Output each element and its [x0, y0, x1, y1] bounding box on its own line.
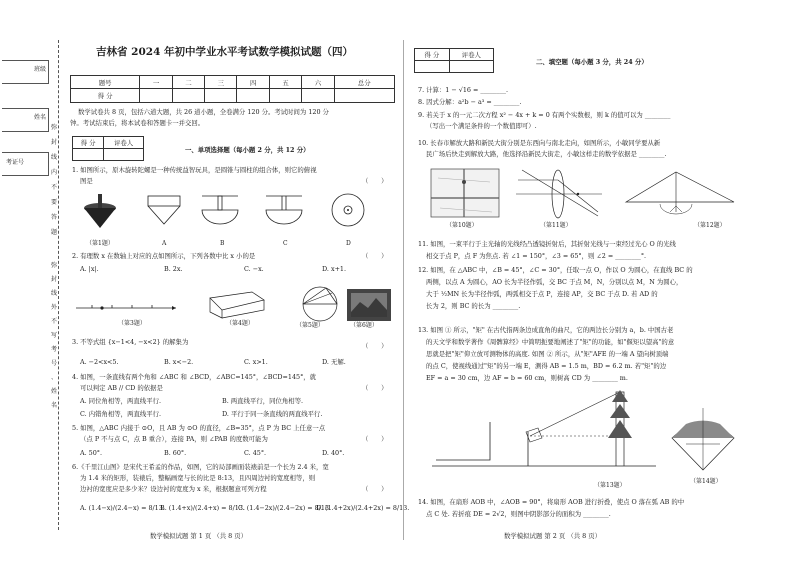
q4-line-2: 可以判定 AB // CD 的依据是: [80, 384, 163, 392]
seal-char: 封: [51, 139, 58, 146]
seal-char: 姓: [51, 388, 58, 395]
grader-label: 评卷人: [104, 137, 144, 149]
seal-char: 外: [51, 304, 58, 311]
q6-paren: （ ）: [362, 485, 388, 493]
seal-char: 不: [51, 184, 58, 191]
q9-line-2: （写出一个满足条件的一个数值即可）.: [426, 122, 537, 130]
q2-line: 2. 有理数 x 在数轴上对应的点如图所示，下列各数中比 x 小的是: [72, 252, 256, 260]
q6-line-2: 为 1.4 米的矩形，装裱后，整幅画宽与长的比是 8:13，且四周边衬的宽度相等，则: [80, 474, 316, 482]
q10-line-1: 10. 长春市解放大路和新民大街分别是东西向与南北走向，如图所示，小敏同学要从新: [418, 139, 661, 147]
q5-line-2: （点 P 不与点 C，点 B 重合），连接 PA，则 ∠PAB 的度数可能为: [80, 435, 268, 443]
score-cell[interactable]: [205, 89, 237, 103]
q6-line-1: 6.《千里江山图》是宋代王希孟的作品，如图，它的局部画面装裱前是一个长为 2.4 米，宽: [72, 463, 329, 471]
score-header: 题号: [71, 76, 140, 89]
q1-paren: （ ）: [362, 177, 388, 185]
q1-figures: [70, 190, 400, 240]
section1-title: 一、单项选择题（每小题 2 分，共 12 分）: [185, 146, 310, 154]
q13-figure: [430, 388, 660, 480]
score-cell[interactable]: [237, 89, 269, 103]
q1-option-b: B: [220, 240, 225, 247]
q8-line: 8. 因式分解：a²b − a³ = ________.: [418, 98, 522, 106]
q4-line-1: 4. 如图，一条直线有两个角和 ∠ABC 和 ∠BCD，∠ABC=145°，∠BCD=145°，就: [72, 373, 317, 381]
score-cell[interactable]: [302, 89, 334, 103]
page-divider: [403, 40, 404, 540]
q12-line-1: 12. 如图，在 △ABC 中，∠B = 45°，∠C = 30°，任取一点 O，作以 O 为圆心，在直线 BC 的: [418, 266, 693, 274]
q6-option-c: C. (1.4−2x)/(2.4−2x) = 8/13.: [238, 504, 332, 512]
q3-option-c: C. x>1.: [244, 358, 268, 366]
q2-paren: （ ）: [362, 252, 388, 260]
score-header: 六: [302, 76, 334, 89]
seal-char: 写: [51, 332, 58, 339]
q4-fig-caption: （第4题）: [226, 320, 254, 327]
q13-line-3: 思就是把"矩"仰立放可测物体的高度. 如图 ② 所示，从"矩"AFE 的一端 A 望向树顶端: [426, 350, 669, 358]
score-header: 五: [269, 76, 301, 89]
q1-line-2: 图是: [80, 177, 93, 185]
q13-line-4: 的点 C，使视线通过"矩"的另一端 E，测得 AB = 1.5 m，BD = 6.2 m. 若"矩"的边: [426, 362, 667, 370]
seal-char: 考: [51, 346, 58, 353]
q11-line-2: 相交于点 P，点 F 为焦点. 若 ∠1 = 150°，∠3 = 65°，则 ∠2 = ________°.: [426, 252, 647, 260]
q5-fig-caption: （第5题）: [296, 322, 324, 329]
q2-option-c: C. −x.: [244, 265, 264, 273]
q1-line-1: 1. 如图所示，原木旋转陀螺是一种传统益智玩具，是圆锥与圆柱的组合体，则它的俯视: [72, 166, 317, 174]
seal-char: 弥: [51, 262, 58, 269]
grader-score-cell[interactable]: [415, 61, 450, 73]
score-header: 总分: [334, 76, 394, 89]
instructions-line-2: 钟。考试结束后，将本试卷和答题卡一并交回。: [70, 119, 205, 127]
seal-char: 线: [51, 290, 58, 297]
seal-text-top: [51, 124, 63, 244]
q2-option-d: D. x+1.: [322, 265, 347, 273]
q12-line-4: 长为 2，则 BC 的长为 ________.: [426, 302, 521, 310]
grader-box-left: [72, 136, 144, 161]
q4-option-d: D. 平行于同一条直线的两直线平行.: [222, 410, 323, 418]
score-cell[interactable]: [140, 89, 172, 103]
q2-option-b: B. 2x.: [164, 265, 183, 273]
grader-score-cell[interactable]: [73, 149, 104, 161]
q14-line-1: 14. 如图，在扇形 AOB 中，∠AOB = 90°，将扇形 AOB 进行折叠，使点 O 落在弧 AB 的中: [418, 498, 685, 506]
q3-option-d: D. 无解.: [322, 358, 346, 366]
grader-name-cell[interactable]: [104, 149, 144, 161]
q5-option-c: C. 45°.: [244, 449, 267, 457]
q1-option-d: D: [346, 240, 351, 247]
q9-line-1: 9. 若关于 x 的一元二次方程 x² − 4x + k = 0 有两个实数根，则 k 的值可以为 ________: [418, 111, 671, 119]
q10-line-2: 民广场后快走到解放大路，他选择沿新民大街走，小敏这样走的数学依据是 ________.: [426, 150, 667, 158]
seal-char: 内: [51, 169, 58, 176]
q3-option-a: A. −2<x<5.: [80, 358, 119, 366]
q11-fig-caption: （第11题）: [540, 222, 572, 229]
q1-fig-caption: （第1题）: [86, 240, 114, 247]
score-header: 二: [172, 76, 204, 89]
q14-fig-caption: （第14题）: [690, 478, 722, 485]
q3-option-b: B. x<−2.: [164, 358, 194, 366]
q12-fig-caption: （第12题）: [694, 222, 726, 229]
score-row-label: 得 分: [71, 89, 140, 103]
seal-text-bottom: [51, 262, 63, 416]
q4-option-b: B. 两直线平行，同位角相等.: [222, 397, 304, 405]
grader-score-label: 得 分: [73, 137, 104, 149]
q14-sector: [668, 404, 738, 474]
seal-char: 名: [51, 402, 58, 409]
q4-figure: [202, 288, 272, 320]
q1-option-c: C: [283, 240, 288, 247]
grader-label: 评卷人: [449, 49, 493, 61]
q6-line-3: 边衬的宽度应是多少米？设边衬的宽度为 x 米，根据题意可列方程: [80, 485, 267, 493]
q12-line-3: 大于 ½MN 长为半径作弧，两弧相交于点 P，连接 AP，交 BC 于点 D. 若 AD 的: [426, 290, 658, 298]
q3-number-line: [72, 296, 182, 320]
footer-left: 数学模拟试题 第 1 页 （共 8 页）: [150, 532, 248, 540]
seal-char: 答: [51, 214, 58, 221]
q6-painting: [346, 288, 392, 322]
q3-paren: （ ）: [362, 342, 388, 350]
q4-option-a: A. 同位角相等，两直线平行.: [80, 397, 162, 405]
seal-char: 号: [51, 360, 58, 367]
q13-line-2: 的天文学和数学著作《周髀算经》中简明扼要地阐述了"矩"的功能，如"偃矩以望高"的意: [426, 338, 675, 346]
q6-fig-caption: （第6题）: [350, 322, 378, 329]
score-table: [70, 75, 395, 103]
q1-option-a: A: [162, 240, 167, 247]
q6-option-a: A. (1.4−x)/(2.4−x) = 8/13.: [80, 504, 165, 512]
q13-line-5: EF = a = 30 cm，边 AF = b = 60 cm，则树高 CD 为 ________ m.: [426, 374, 628, 382]
q5-option-b: B. 60°.: [164, 449, 187, 457]
q12-triangle: [620, 166, 740, 222]
q10-map: [430, 168, 500, 218]
q12-line-2: 两侧，以点 A 为圆心，AO 长为半径作弧，交 BC 于点 M，N，分别以点 M，N 为圆心，: [426, 278, 683, 286]
seal-char: 题: [51, 229, 58, 236]
class-label: 班级: [34, 66, 47, 73]
q13-line-1: 13. 如图 ① 所示，"矩" 在古代指两条边成直角的曲尺，它的两边长分别为 a，b. 中国古老: [418, 326, 674, 334]
q11-lens: [514, 166, 604, 222]
q7-line: 7. 计算：1 − √16 = ________.: [418, 86, 508, 94]
exam-no-label: 考证号: [6, 159, 25, 166]
grader-score-label: 得 分: [415, 49, 450, 61]
q4-paren: （ ）: [362, 384, 388, 392]
q4-option-c: C. 内错角相等，两直线平行.: [80, 410, 162, 418]
score-header: 三: [205, 76, 237, 89]
score-cell[interactable]: [334, 89, 394, 103]
q3-fig-caption: （第3题）: [118, 320, 146, 327]
q10-fig-caption: （第10题）: [446, 222, 478, 229]
footer-right: 数学模拟试题 第 2 页 （共 8 页）: [504, 532, 602, 540]
score-header: 一: [140, 76, 172, 89]
name-label: 姓名: [34, 114, 47, 121]
seal-char: 不: [51, 318, 58, 325]
grader-box-right: [414, 48, 494, 73]
instructions-line-1: 数学试卷共 8 页，包括六道大题，共 26 道小题，全卷满分 120 分。考试时间为 120 分: [78, 108, 329, 116]
q5-option-d: D. 40°.: [322, 449, 345, 457]
q5-paren: （ ）: [362, 435, 388, 443]
score-cell[interactable]: [172, 89, 204, 103]
q6-option-d: D. (1.4+2x)/(2.4+2x) = 8/13.: [316, 504, 410, 512]
section2-title: 二、填空题（每小题 3 分，共 24 分）: [536, 58, 648, 66]
seal-char: 封: [51, 276, 58, 283]
seal-char: 线: [51, 154, 58, 161]
exam-title: 吉林省 2024 年初中学业水平考试数学模拟试题（四）: [96, 46, 354, 58]
q11-line-1: 11. 如图，一束平行于主光轴的光线经凸透镜折射后，其折射光线与一束经过光心 O 的光线: [418, 240, 676, 248]
score-header: 四: [237, 76, 269, 89]
q5-line-1: 5. 如图，△ABC 内接于 ⊙O，且 AB 为 ⊙O 的直径，∠B=35°，点 P 为 BC 上任意一点: [72, 424, 326, 432]
q5-figure: [290, 284, 350, 324]
q13-fig-caption: （第13题）: [594, 482, 626, 489]
grader-name-cell[interactable]: [449, 61, 493, 73]
q3-line: 3. 不等式组 {x−1<4, −x<2} 的解集为: [72, 338, 189, 346]
q5-option-a: A. 50°.: [80, 449, 103, 457]
seal-char: 弥: [51, 124, 58, 131]
seal-char: 要: [51, 199, 58, 206]
seal-char: 、: [51, 374, 58, 381]
q2-option-a: A. |x|.: [80, 265, 99, 273]
q6-option-b: B. (1.4+x)/(2.4+x) = 8/13.: [160, 504, 245, 512]
seal-strip: [0, 0, 62, 561]
score-cell[interactable]: [269, 89, 301, 103]
q14-line-2: 点 C 处. 若折痕 DE = 2√2，则图中阴影部分的面积为 ________.: [426, 510, 611, 518]
